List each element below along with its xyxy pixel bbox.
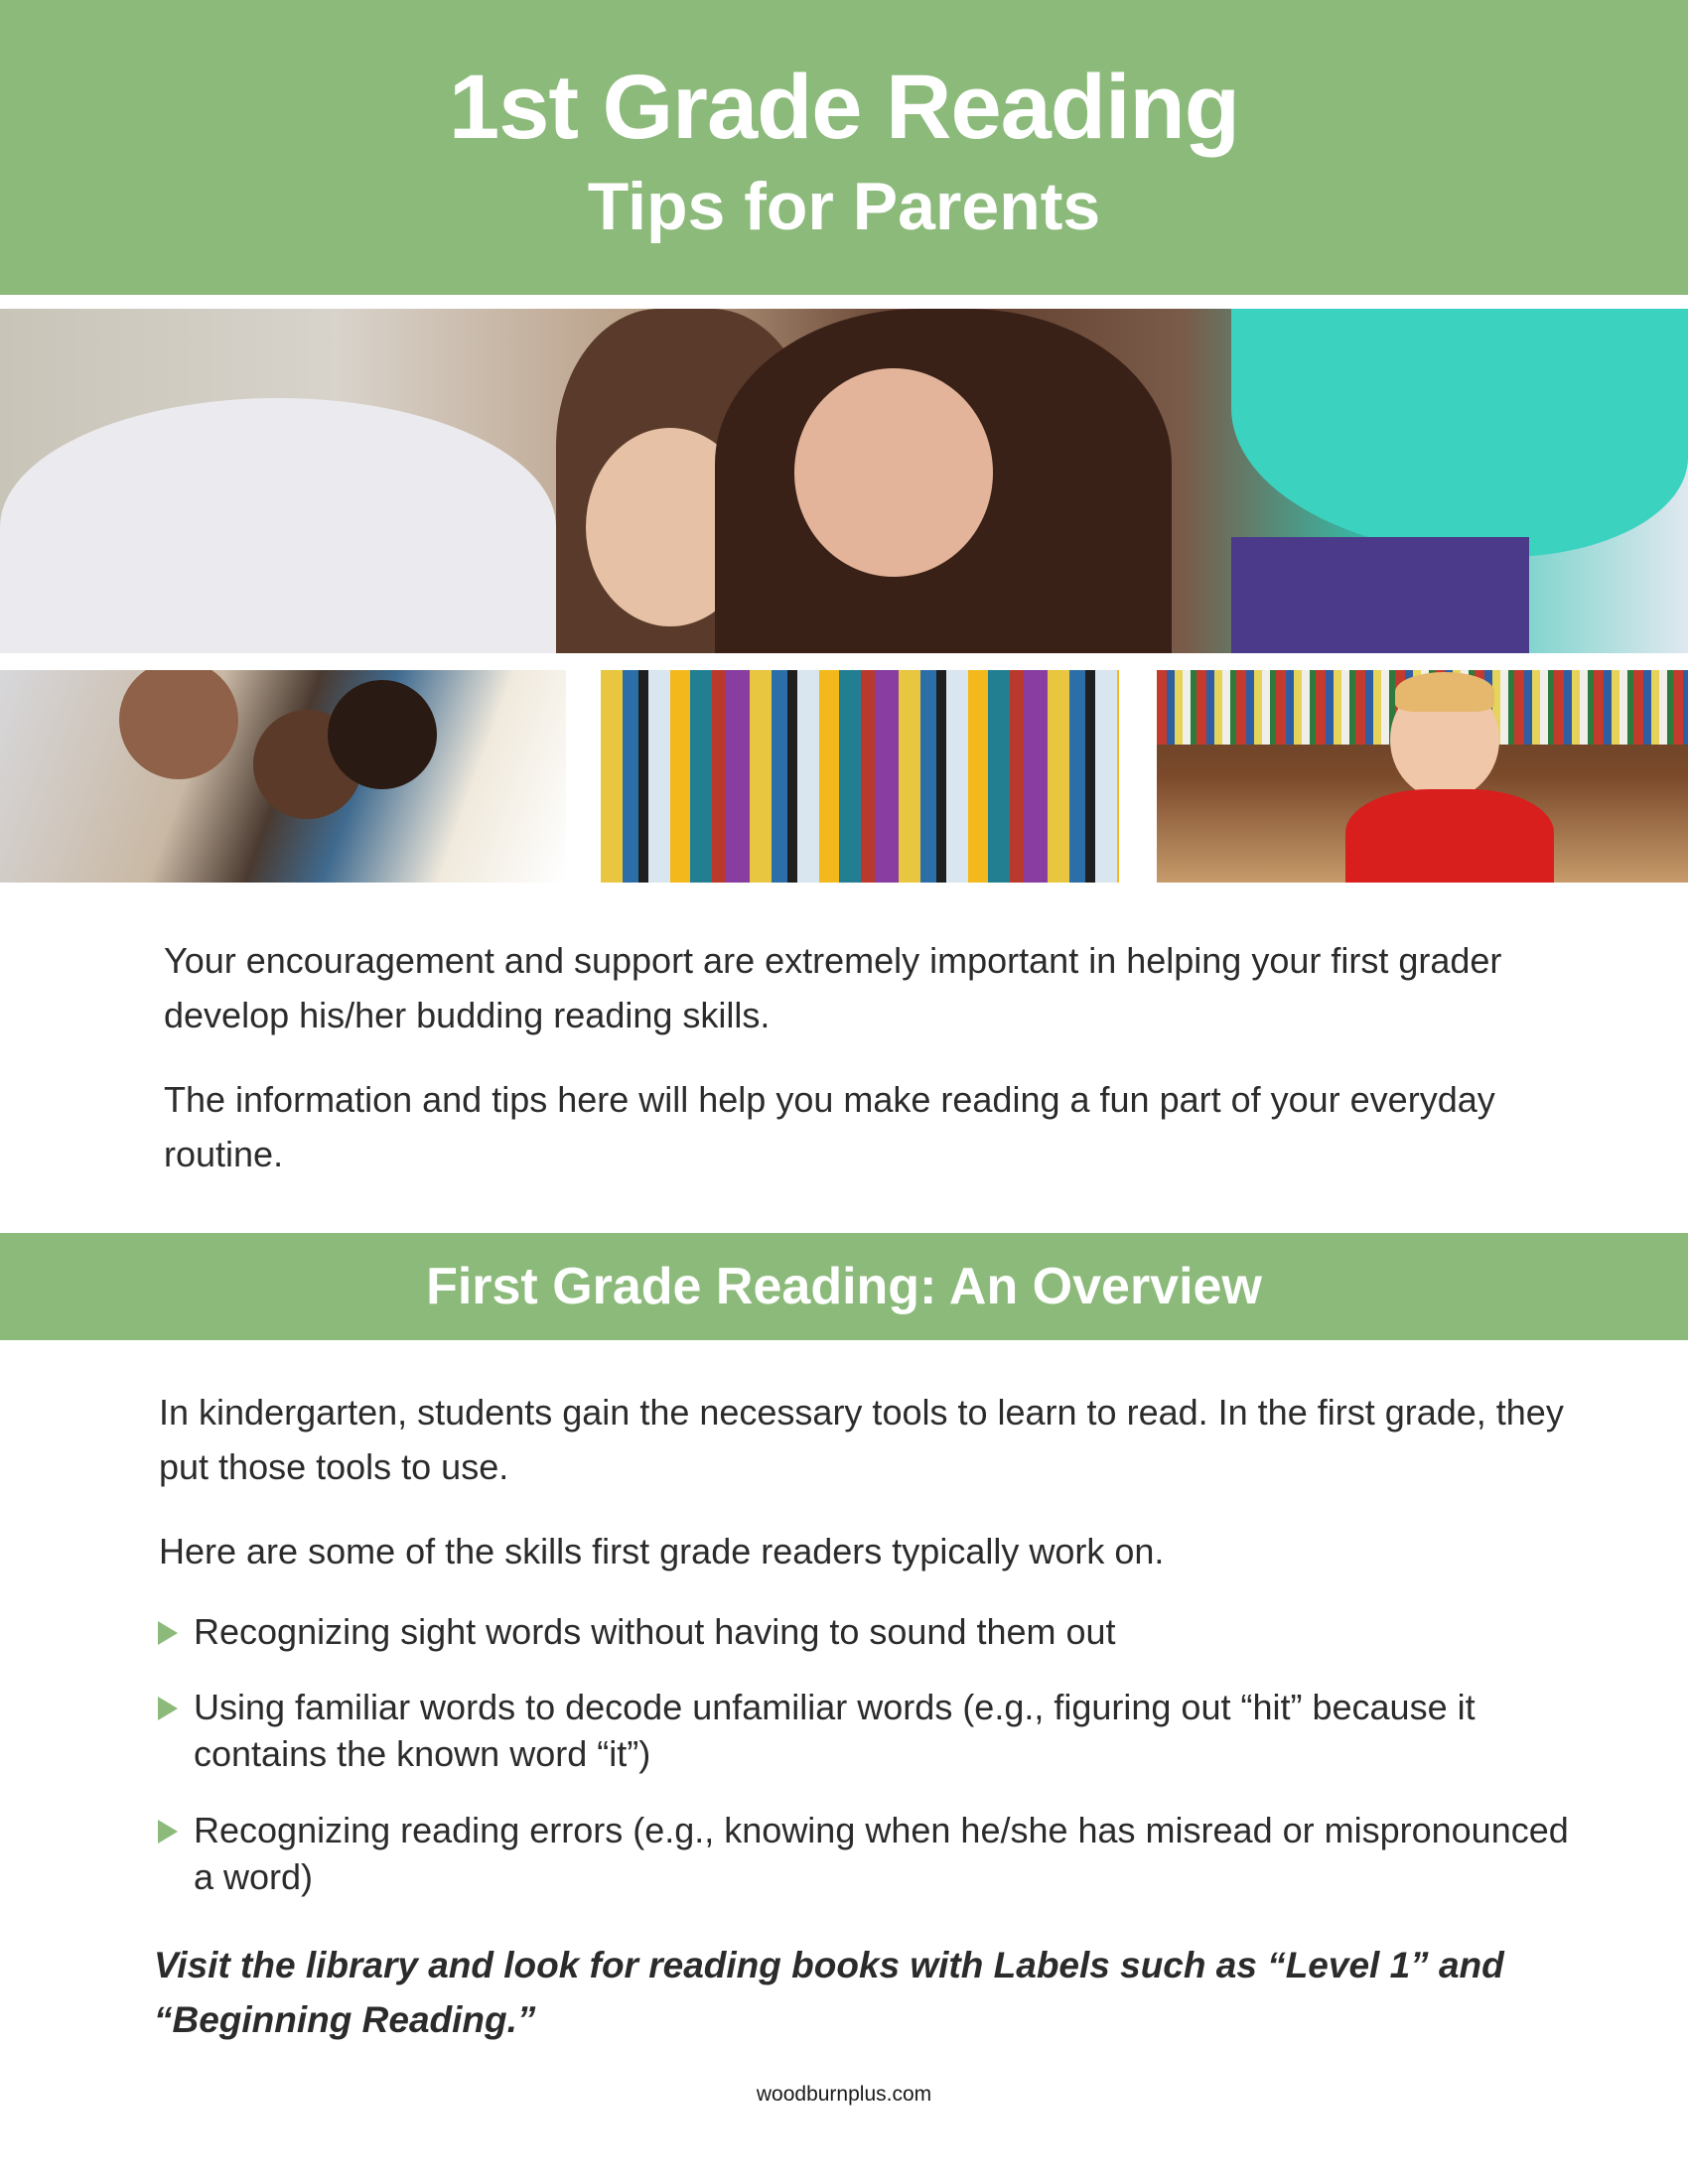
section-banner <box>0 1233 1688 1340</box>
page-subtitle: Tips for Parents <box>587 169 1101 244</box>
triangle-bullet-icon <box>158 1697 178 1720</box>
section-heading: First Grade Reading: An Overview <box>426 1258 1262 1315</box>
intro-paragraph-2: The information and tips here will help you make reading a fun part of your everyday routine. <box>164 1079 1495 1174</box>
list-item <box>154 1684 1584 1777</box>
photo-boy-with-book <box>1157 670 1688 883</box>
triangle-bullet-icon <box>158 1820 178 1843</box>
list-item-text: Recognizing reading errors (e.g., knowing when he/she has misread or mispronounced a word) <box>194 1810 1569 1897</box>
footer-site: woodburnplus.com <box>756 2083 932 2106</box>
father-head-shape <box>119 670 238 779</box>
overview-paragraph-1: In kindergarten, students gain the necessary tools to learn to read. In the first grade, they put those tools to use. <box>159 1392 1564 1487</box>
photo-book-spines <box>601 670 1119 883</box>
teal-shirt-shape <box>1231 309 1688 557</box>
page-title: 1st Grade Reading <box>449 57 1239 158</box>
mother-head-shape <box>328 680 437 789</box>
overview-paragraph-2: Here are some of the skills first grade readers typically work on. <box>159 1531 1165 1571</box>
list-item <box>154 1608 1584 1655</box>
mother-face-shape <box>794 368 993 577</box>
hero-photo-mother-daughter-reading <box>0 309 1688 653</box>
list-item <box>154 1807 1584 1900</box>
triangle-bullet-icon <box>158 1621 178 1645</box>
list-item-text: Recognizing sight words without having to sound them out <box>194 1611 1116 1652</box>
purple-shirt-shape <box>1231 537 1529 653</box>
library-tip: Visit the library and look for reading books with Labels such as “Level 1” and “Beginning Reading.” <box>154 1945 1504 2040</box>
photo-family-reading <box>0 670 566 883</box>
pillow-shape <box>0 398 556 653</box>
header-banner <box>0 0 1688 295</box>
intro-paragraph-1: Your encouragement and support are extremely important in helping your first grader develop his/her budding reading skills. <box>164 940 1502 1035</box>
boy-hair-shape <box>1395 672 1494 712</box>
boy-red-shirt-shape <box>1345 789 1554 883</box>
list-item-text: Using familiar words to decode unfamiliar words (e.g., figuring out “hit” because it contains the known word “it”) <box>194 1687 1476 1774</box>
